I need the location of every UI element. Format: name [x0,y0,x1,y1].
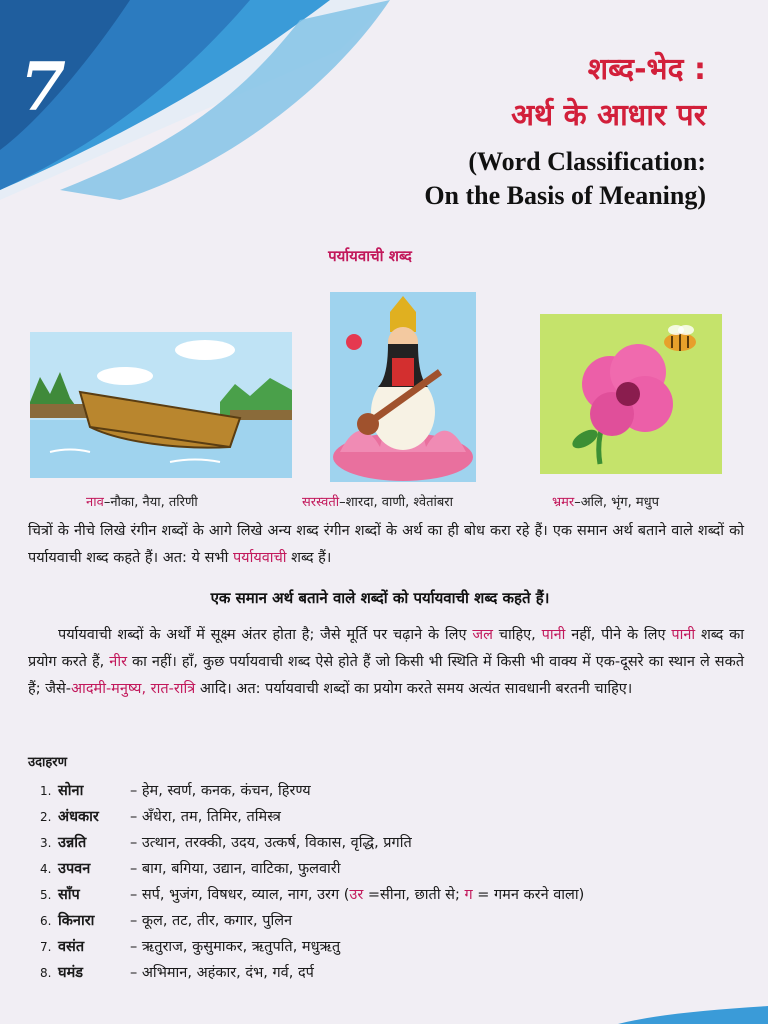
intro-text-b: शब्द हैं। [286,550,332,566]
caption-boat [86,492,198,510]
example-item [40,806,281,826]
example-word: घमंड [58,965,83,981]
chapter-title-hindi-line2: अर्थ के आधार पर [511,98,706,133]
explanation-hl-4: नीर [109,654,127,670]
example-item [40,884,584,904]
example-item [40,832,412,852]
example-synonyms: – ऋतुराज, कुसुमाकर, ऋतुपति, मधुऋतु [130,939,341,955]
explanation-hl-2: पानी [541,627,566,643]
example-item [40,962,314,982]
explanation-text-6: आदि। अत: पर्यायवाची शब्दों का प्रयोग करते समय अत्यंत सावधानी बरतनी चाहिए। [195,681,633,697]
page-corner-decoration [618,996,768,1024]
example-number: 7. [40,940,52,954]
note-hl-2: ग [464,887,473,903]
caption-bee-key: भ्रमर [552,495,575,510]
explanation-paragraph [28,622,744,703]
note-text-2: = गमन करने वाला) [472,887,585,903]
boat-illustration [30,332,292,478]
intro-paragraph [28,518,744,572]
caption-saraswati [302,492,453,510]
chapter-title-hindi-line1: शब्द-भेद : [587,52,706,87]
section-title: पर्यायवाची शब्द [328,247,412,265]
example-note [344,887,585,903]
example-word: वसंत [58,939,85,955]
note-text-1: =सीना, छाती से; [363,887,465,903]
example-synonyms: – हेम, स्वर्ण, कनक, कंचन, हिरण्य [130,783,311,799]
examples-heading: उदाहरण [28,755,68,770]
chapter-number: 7 [20,48,66,126]
example-synonyms: – अँधेरा, तम, तिमिर, तमिस्त्र [130,809,281,825]
example-synonyms: – कूल, तट, तीर, कगार, पुलिन [130,913,293,929]
example-synonyms: – बाग, बगिया, उद्यान, वाटिका, फुलवारी [130,861,341,877]
example-word: उपवन [58,861,91,877]
example-number: 6. [40,914,52,928]
caption-bee [552,492,659,510]
explanation-text-1: पर्यायवाची शब्दों के अर्थों में सूक्ष्म अंतर होता है; जैसे मूर्ति पर चढ़ाने के लिए [58,627,473,643]
explanation-text-3: नहीं, पीने के लिए [565,627,672,643]
example-item [40,936,340,956]
example-word: अंधकार [58,809,99,825]
caption-boat-key: नाव [86,495,104,510]
flower-bee-illustration [540,314,722,474]
explanation-text-2: चाहिए, [492,627,542,643]
caption-saraswati-rest: –शारदा, वाणी, श्वेतांबरा [339,495,453,510]
example-item [40,910,292,930]
explanation-text-5: का नहीं। हाँ, कुछ पर्यायवाची शब्द ऐसे होते हैं जो किसी भी स्थिति में किसी भी वाक्य में एक-दूसरे का स्थान ले सकते हैं; जैसे- [28,654,744,697]
example-number: 5. [40,888,52,902]
example-item [40,858,340,878]
example-number: 8. [40,966,52,980]
example-synonyms: – सर्प, भुजंग, विषधर, व्याल, नाग, उरग [130,887,340,903]
caption-boat-rest: –नौका, नैया, तरिणी [103,495,198,510]
note-open: ( [343,887,350,903]
saraswati-illustration [330,292,476,482]
caption-bee-rest: –अलि, भृंग, मधुप [574,495,659,510]
example-word: साँप [58,887,80,903]
example-item [40,780,311,800]
example-number: 2. [40,810,52,824]
explanation-text-4: शब्द का प्रयोग करते हैं, [28,627,745,670]
explanation-hl-5: आदमी-मनुष्य, रात-रात्रि [71,681,196,697]
definition-highlight: एक समान अर्थ बताने वाले शब्दों को पर्यायवाची शब्द कहते हैं। [210,589,550,607]
example-word: किनारा [58,913,95,929]
example-number: 4. [40,862,52,876]
example-number: 3. [40,836,52,850]
chapter-title-english-line1: (Word Classification: [468,147,706,176]
example-word: सोना [58,783,84,799]
explanation-hl-1: जल [472,627,493,643]
example-synonyms: – उत्थान, तरक्की, उदय, उत्कर्ष, विकास, वृद्धि, प्रगति [130,835,412,851]
example-word: उन्नति [58,835,87,851]
note-hl-1: उर [349,887,364,903]
explanation-hl-3: पानी [671,627,696,643]
caption-saraswati-key: सरस्वती [302,495,340,510]
chapter-title-english-line2: On the Basis of Meaning) [424,181,706,210]
intro-highlight-word: पर्यायवाची [232,550,287,566]
example-number: 1. [40,784,52,798]
intro-text-a: चित्रों के नीचे लिखे रंगीन शब्दों के आगे लिखे अन्य शब्द रंगीन शब्दों के अर्थ का ही बोध करा रहे हैं। एक समान अर्थ बताने वाले शब्दों को पर्यायवाची शब्द कहते हैं। अत: ये सभी [28,523,744,566]
example-synonyms: – अभिमान, अहंकार, दंभ, गर्व, दर्प [130,965,314,981]
